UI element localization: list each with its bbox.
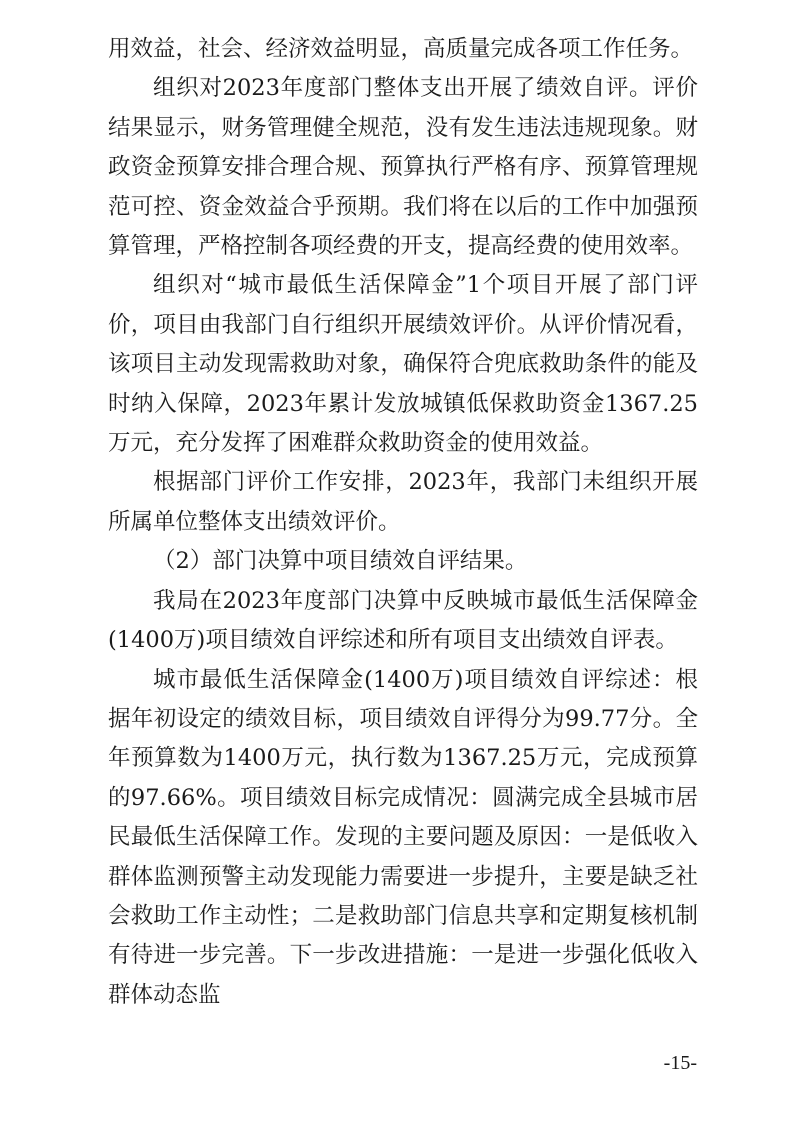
paragraph-continued: 用效益，社会、经济效益明显，高质量完成各项工作任务。: [108, 36, 694, 62]
paragraph-project-summary: 城市最低生活保障金(1400万)项目绩效自评综述：根据年初设定的绩效目标，项目绩效自评得分为99.77分。全年预算数为1400万元，执行数为1367.25万元，完成预算的97.66%。项目绩效目标完成情况：圆满完成全县城市居民最低生活保障工作。发现的主要问题及原因：一是低收入群体监测预警主动发现能力需要进一步提升，主要是缺乏社会救助工作主动性；二是救助部门信息共享和定期复核机制有待进一步完善。下一步改进措施：一是进一步强化低收入群体动态监: [108, 666, 698, 1008]
document-body: [108, 30, 698, 1015]
paragraph-unit-evaluation: 根据部门评价工作安排，2023年，我部门未组织开展所属单位整体支出绩效评价。: [108, 469, 698, 535]
paragraph-overall-self-evaluation: 组织对2023年度部门整体支出开展了绩效自评。评价结果显示，财务管理健全规范，没有发生违法违规现象。财政资金预算安排合理合规、预算执行严格有序、预算管理规范可控、资金效益合乎预期。我们将在以后的工作中加强预算管理，严格控制各项经费的开支，提高经费的使用效率。: [108, 75, 698, 260]
section-heading-project-results: （2）部门决算中项目绩效自评结果。: [153, 548, 528, 575]
paragraph-project-evaluation: 组织对“城市最低生活保障金”1个项目开展了部门评价，项目由我部门自行组织开展绩效评价。从评价情况看，该项目主动发现需救助对象，确保符合兜底救助条件的能及时纳入保障，2023年累计发放城镇低保救助资金1367.25万元，充分发挥了困难群众救助资金的使用效益。: [108, 272, 698, 457]
paragraph-final-accounts: 我局在2023年度部门决算中反映城市最低生活保障金(1400万)项目绩效自评综述和所有项目支出绩效自评表。: [108, 587, 698, 654]
page-number: -15-: [663, 1052, 697, 1074]
